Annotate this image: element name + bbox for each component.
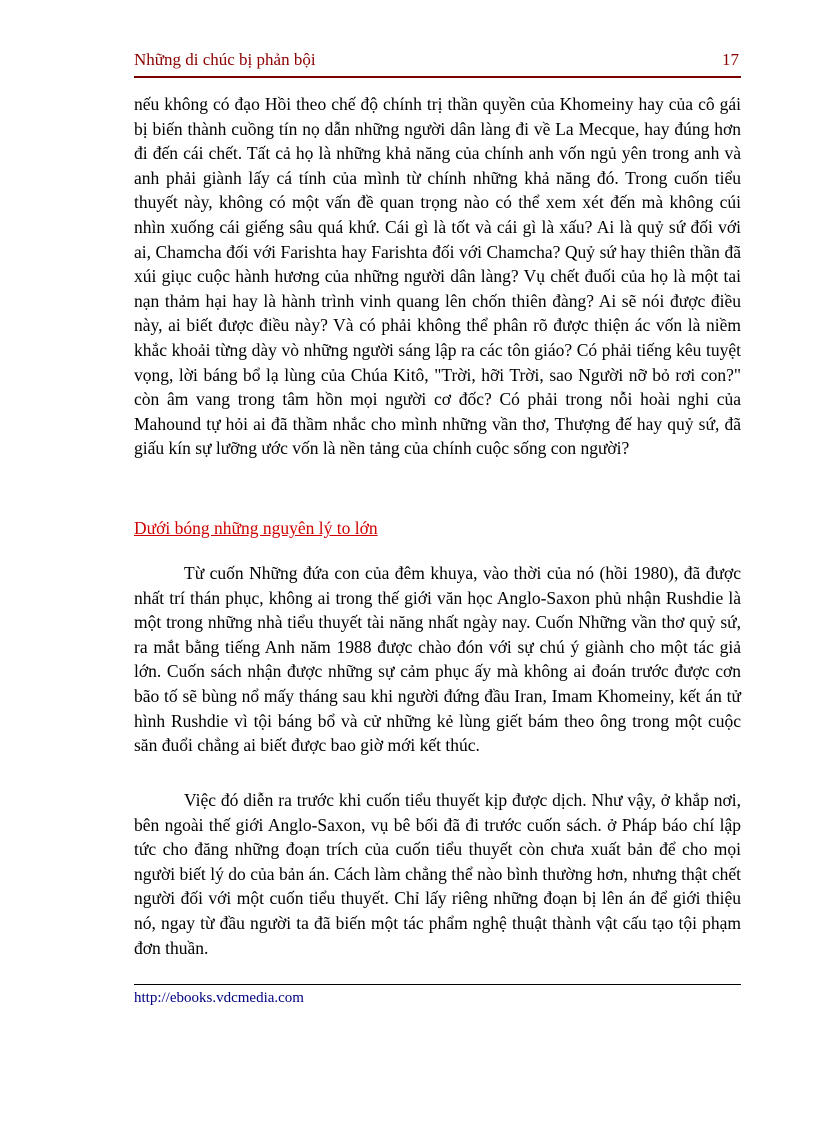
page-header: [134, 48, 741, 78]
body-paragraph-2: Từ cuốn Những đứa con của đêm khuya, vào thời của nó (hồi 1980), đã được nhất trí thán phục, không ai trong thế giới văn học Anglo-Saxon phủ nhận Rushdie là một trong những nhà tiểu thuyết tài năng nhất ngày nay. Cuốn Những vần thơ quỷ sứ, ra mắt bằng tiếng Anh năm 1988 được chào đón với sự chú ý giành cho một tác giả lớn. Cuốn sách nhận được những sự cảm phục ấy mà không ai đoán trước được cơn bão tố sẽ bùng nổ mấy tháng sau khi người đứng đầu Iran, Imam Khomeiny, kết án tử hình Rushdie vì tội báng bổ và cử những kẻ lùng giết bám theo ông trong một cuộc săn đuổi chẳng ai biết được bao giờ mới kết thúc.: [134, 563, 741, 756]
page-number: 17: [722, 50, 739, 69]
footer-website-link[interactable]: http://ebooks.vdcmedia.com: [134, 990, 304, 1006]
body-paragraph-3: Việc đó diễn ra trước khi cuốn tiểu thuyết kịp được dịch. Như vậy, ở khắp nơi, bên ngoài thế giới Anglo-Saxon, vụ bê bối đã đi trước cuốn sách. ở Pháp báo chí lập tức cho đăng những đoạn trích của cuốn tiểu thuyết còn chưa xuất bản để cho mọi người biết lý do của bản án. Cách làm chẳng thể nào bình thường hơn, nhưng thật chết người đối với một cuốn tiểu thuyết. Chỉ lấy riêng những đoạn bị lên án để giới thiệu nó, ngay từ đầu người ta đã biến một tác phẩm nghệ thuật thành vật cấu tạo tội phạm đơn thuần.: [134, 790, 741, 958]
body-paragraph-1: nếu không có đạo Hồi theo chế độ chính trị thần quyền của Khomeiny hay của cô gái bị biến thành cuồng tín nọ dẫn những người dân làng đi về La Mecque, hay đúng hơn đi đến cái chết. Tất cả họ là những khả năng của chính anh vốn ngủ yên trong anh và anh phải giành lấy cá tính của mình từ chính những khả năng đó. Trong cuốn tiểu thuyết này, không có một vấn đề quan trọng nào có thể xem xét đến mà không cúi nhìn xuống cái giếng sâu quá khứ. Cái gì là tốt và cái gì là xấu? Ai là quỷ sứ đối với ai, Chamcha đối với Farishta hay Farishta đối với Chamcha? Quỷ sứ hay thiên thần đã xúi giục cuộc hành hương của những người dân làng? Vụ chết đuối của họ là một tai nạn thảm hại hay là hành trình vinh quang lên chốn thiên đàng? Ai sẽ nói được điều này, ai biết được điều này? Và có phải không thể phân rõ được thiện ác vốn là niềm khắc khoải từng dày vò những người sáng lập ra các tôn giáo? Có phải tiếng kêu tuyệt vọng, lời báng bổ lạ lùng của Chúa Kitô, "Trời, hỡi Trời, sao Người nỡ bỏ rơi con?" còn âm vang trong tâm hồn mọi người cơ đốc? Có phải trong nỗi hoài nghi của Mahound tự hỏi ai đã thầm nhắc cho mình những vần thơ, Thượng đế hay quỷ sứ, đã giấu kín sự lưỡng ước vốn là nền tảng của chính cuộc sống con người?: [134, 94, 741, 459]
section-heading: Dưới bóng những nguyên lý to lớn: [134, 518, 378, 538]
header-book-title: Những di chúc bị phản bội: [134, 50, 316, 69]
footer-divider: [134, 984, 741, 985]
